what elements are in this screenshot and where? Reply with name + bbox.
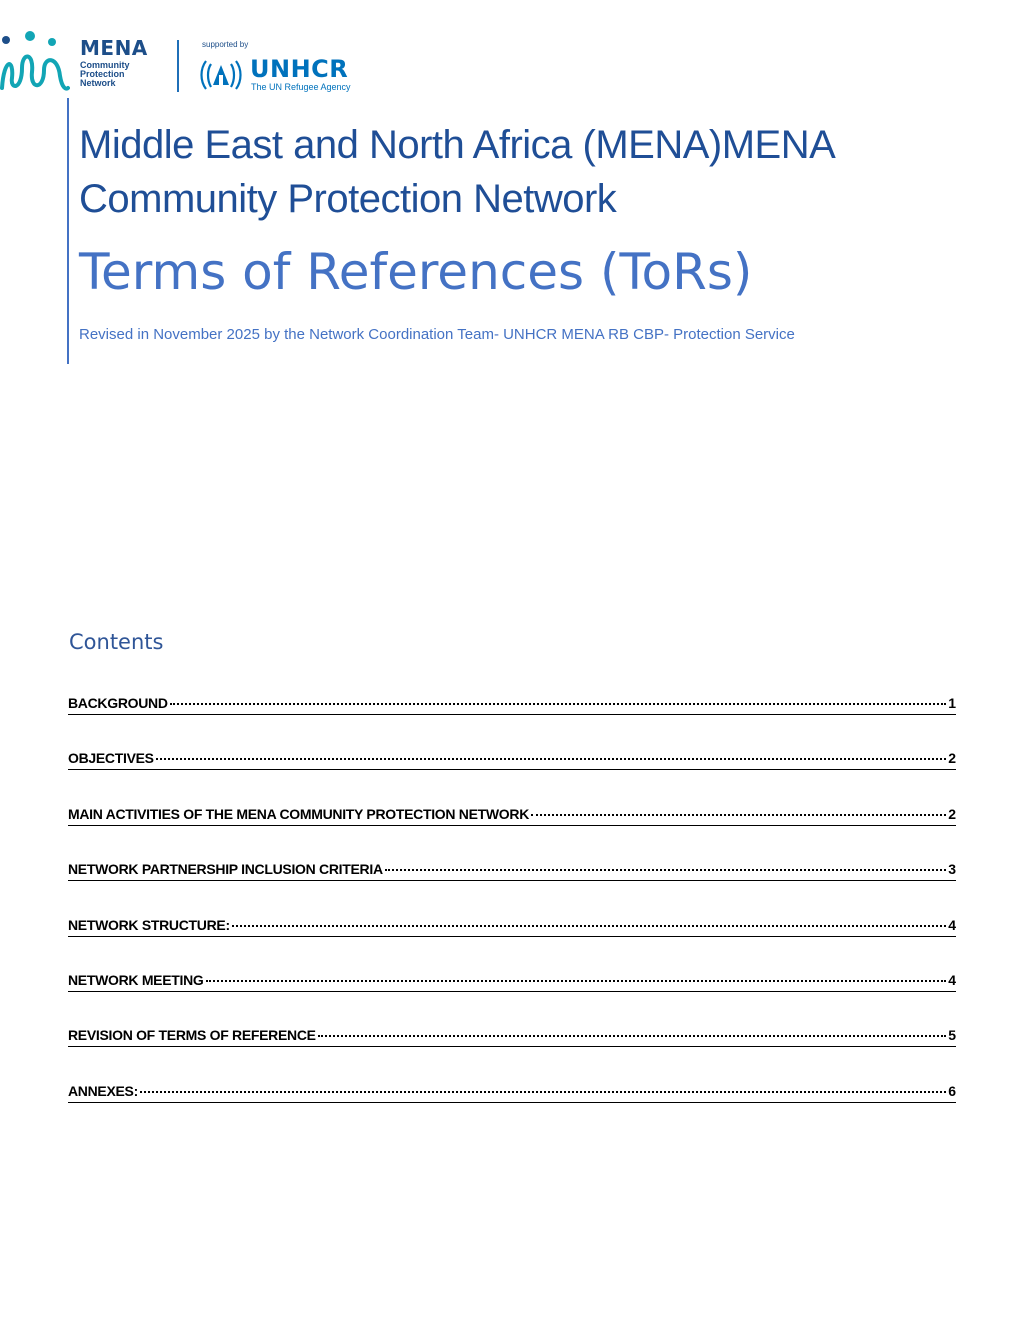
title-line: Community Protection Network [79, 177, 617, 221]
toc-entry-label: MAIN ACTIVITIES OF THE MENA COMMUNITY PROTECTION NETWORK [68, 805, 530, 822]
toc-page-number: 1 [948, 695, 956, 711]
mena-subtitle [80, 61, 160, 88]
document-subtitle: Terms of References (ToRs) [79, 243, 753, 301]
toc-entry[interactable] [68, 860, 956, 881]
toc-entry-label: NETWORK STRUCTURE: [68, 916, 230, 933]
toc-entry[interactable] [68, 916, 956, 937]
toc-page-number: 5 [948, 1027, 956, 1044]
toc-leader-dots [206, 968, 947, 982]
toc-entry-label: NETWORK MEETING [68, 971, 204, 988]
toc-leader-dots [232, 913, 946, 927]
toc-entry-label: OBJECTIVES [68, 750, 154, 767]
toc-entry-label: REVISION OF TERMS OF REFERENCE [68, 1027, 316, 1044]
table-of-contents [68, 694, 956, 1137]
toc-page-number: 4 [948, 916, 956, 933]
toc-leader-dots [170, 691, 947, 705]
toc-entry[interactable] [68, 1082, 956, 1103]
toc-entry-label: NETWORK PARTNERSHIP INCLUSION CRITERIA [68, 861, 383, 878]
toc-page-number: 2 [948, 805, 956, 822]
toc-page-number: 3 [948, 861, 956, 878]
toc-entry-label: BACKGROUND [68, 695, 168, 711]
title-line: Middle East and North Africa (MENA)MENA [79, 123, 836, 167]
header-logos [0, 28, 380, 98]
toc-leader-dots [385, 857, 946, 871]
mena-wordmark: MENA [80, 36, 148, 60]
toc-page-number: 6 [948, 1082, 956, 1099]
mena-sub-line: Network [80, 78, 116, 88]
revision-note: Revised in November 2025 by the Network Coordination Team- UNHCR MENA RB CBP- Protection Service [79, 326, 795, 343]
mena-sub-line: Community [80, 60, 130, 70]
toc-entry[interactable] [68, 1026, 956, 1047]
toc-leader-dots [140, 1079, 946, 1093]
title-accent-bar [67, 98, 69, 364]
toc-entry[interactable] [68, 694, 956, 715]
toc-page-number: 2 [948, 750, 956, 767]
mena-network-logo-icon [0, 28, 70, 98]
mena-sub-line: Protection [80, 69, 125, 79]
toc-leader-dots [531, 802, 946, 816]
toc-entry[interactable] [68, 749, 956, 770]
unhcr-emblem-icon [198, 55, 244, 95]
document-title [79, 118, 979, 226]
logo-divider [177, 40, 179, 92]
toc-page-number: 4 [948, 971, 956, 988]
toc-entry[interactable] [68, 805, 956, 826]
toc-entry-label: ANNEXES: [68, 1082, 138, 1099]
supported-by-label: supported by [202, 40, 249, 49]
unhcr-tagline: The UN Refugee Agency [251, 82, 351, 92]
toc-leader-dots [318, 1023, 947, 1037]
unhcr-wordmark: UNHCR [250, 55, 349, 83]
contents-heading: Contents [69, 630, 164, 654]
toc-leader-dots [156, 746, 947, 760]
toc-entry[interactable] [68, 971, 956, 992]
